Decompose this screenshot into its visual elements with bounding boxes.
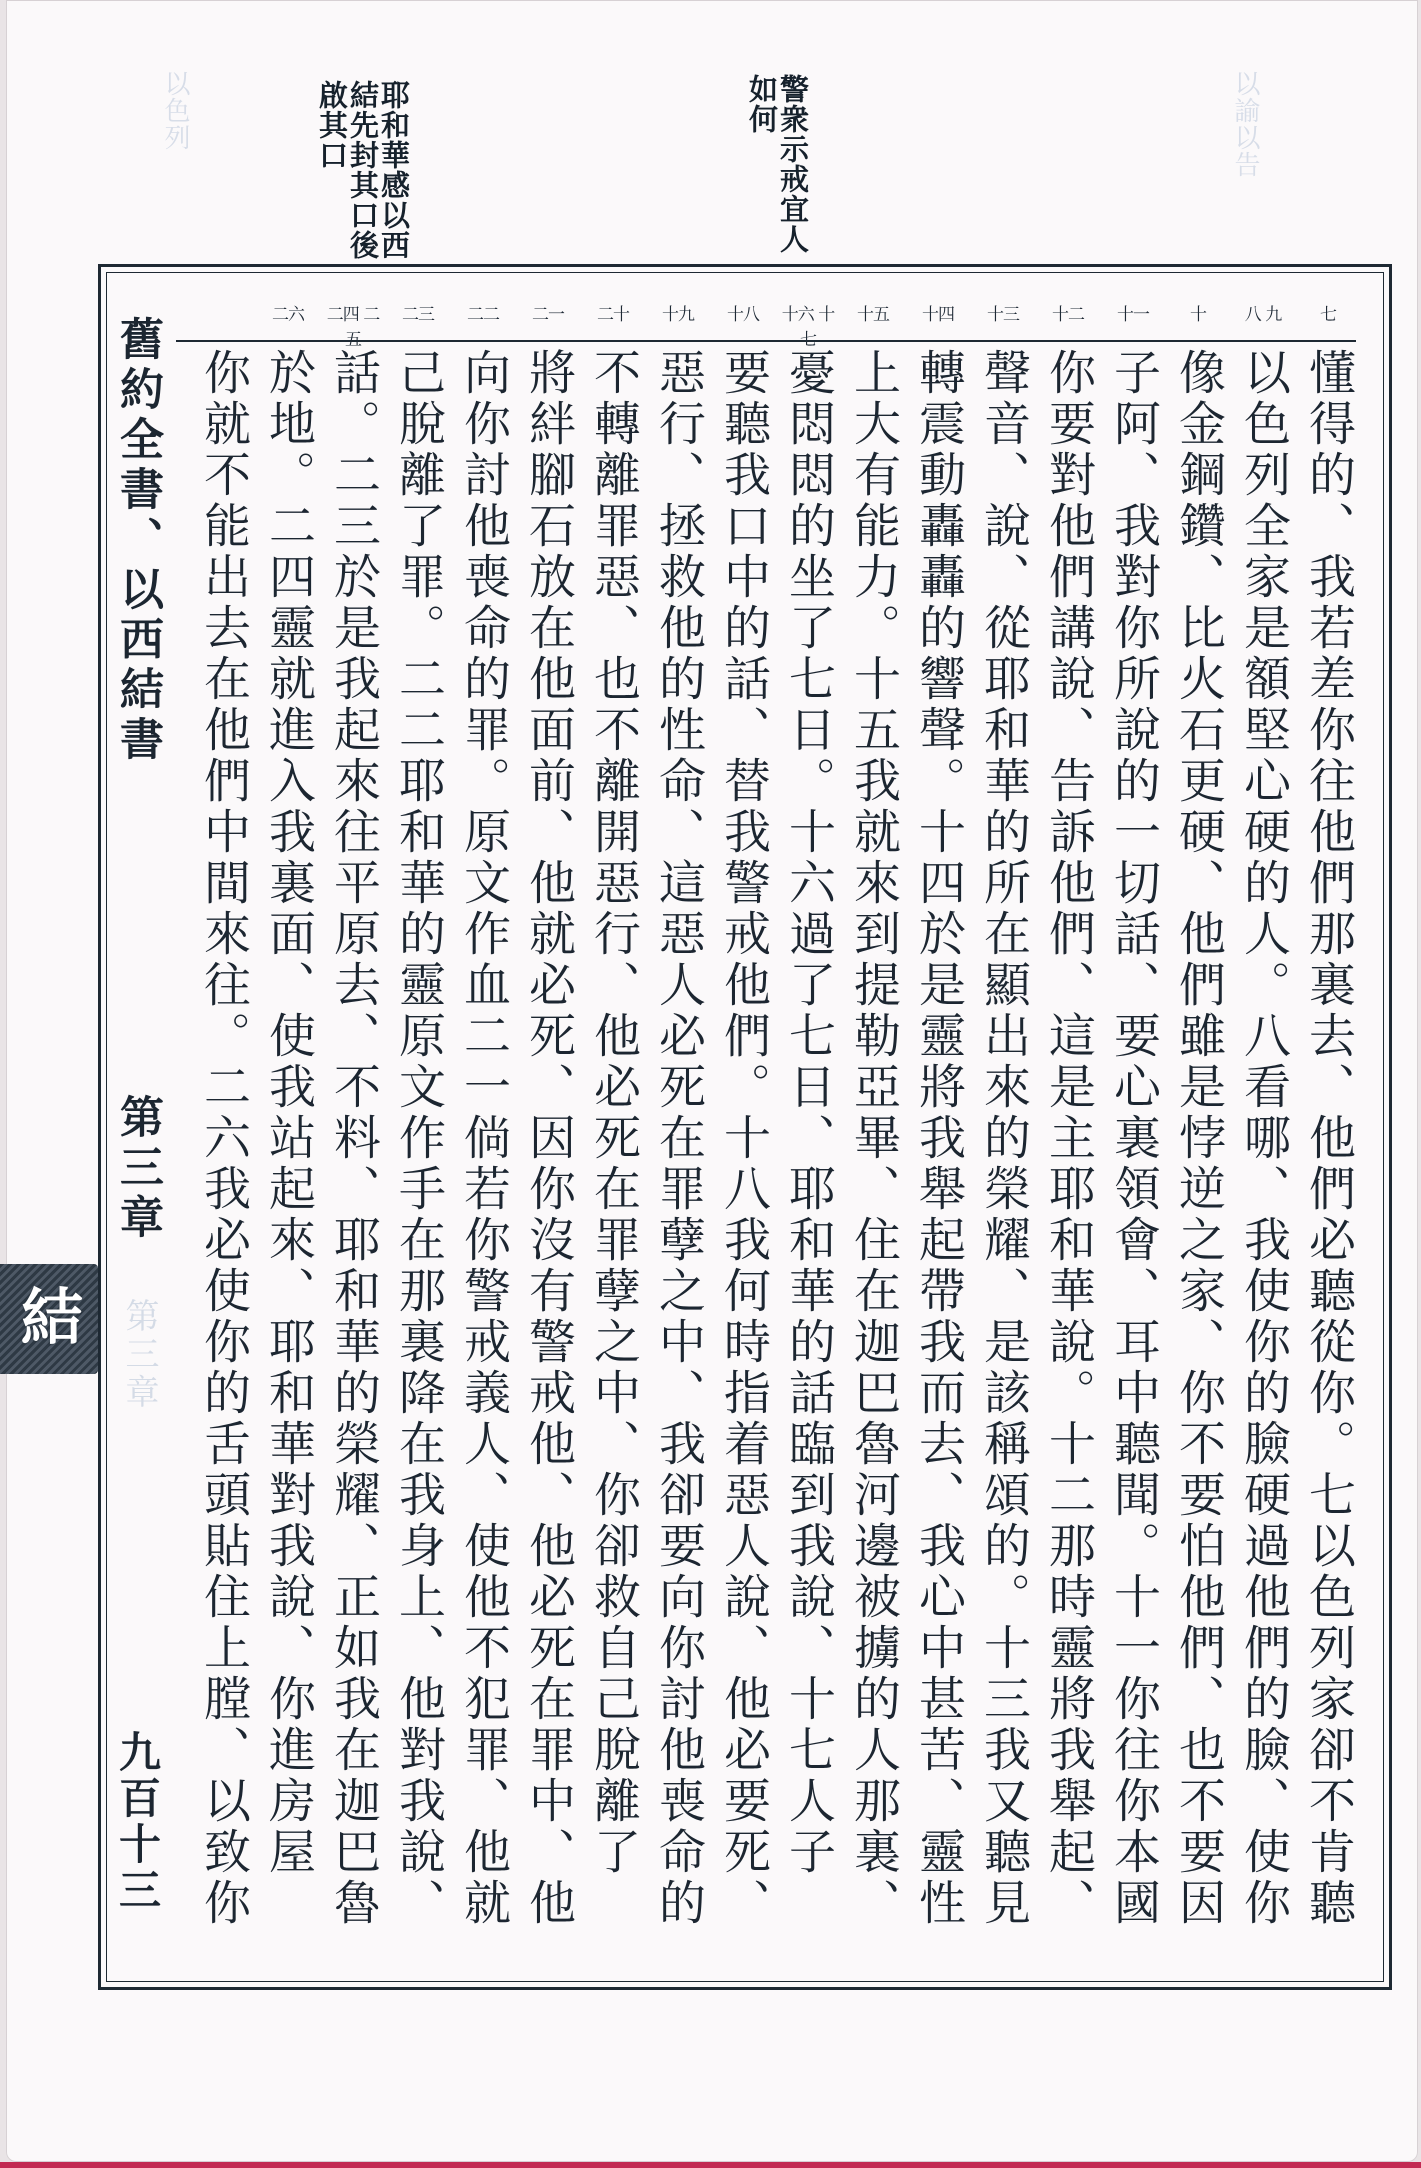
text-column: 惡行、拯救他的性命、這惡人必死在罪孽之中、我卻要向你討他喪命的 <box>650 348 706 1968</box>
text-column: 於地。二四靈就進入我裏面、使我站起來、耶和華對我說、你進房屋 <box>260 348 316 1968</box>
text-column: 話。二三於是我起來往平原去、不料、耶和華的榮耀、正如我在迦巴魯 <box>325 348 381 1968</box>
margin-note-left: 耶和華感以西結先封其口後啟其口 <box>315 80 411 260</box>
column-number: 十 <box>1190 305 1206 325</box>
column-number: 二三 <box>402 305 434 325</box>
page-edge <box>0 2162 1421 2168</box>
chapter-heading: 第三章 <box>112 1094 163 1244</box>
column-number: 十六 十七 <box>781 305 835 350</box>
column-number: 十一 <box>1117 305 1149 325</box>
column-number: 二六 <box>272 305 304 325</box>
text-column: 向你討他喪命的罪。原文作血二一倘若你警戒義人、使他不犯罪、他就 <box>455 348 511 1968</box>
column-number: 十二 <box>1052 305 1084 325</box>
text-column: 懂得的、我若差你往他們那裏去、他們必聽從你。七以色列家卻不肯聽 <box>1300 348 1356 1968</box>
column-number: 二十 <box>597 305 629 325</box>
bleed-through-text: 以諭以告 <box>1230 70 1260 178</box>
column-number: 二二 <box>467 305 499 325</box>
book-title: 舊約全書、以西結書 <box>112 316 163 766</box>
thumb-tab-label: 結 <box>20 1281 83 1354</box>
margin-note-right: 警衆示戒宜人如何 <box>745 74 810 254</box>
column-number: 八 九 <box>1244 305 1282 325</box>
column-number: 十八 <box>727 305 759 325</box>
text-column: 以色列全家是額堅心硬的人。八看哪、我使你的臉硬過他們的臉、使你 <box>1235 348 1291 1968</box>
column-number: 二一 <box>532 305 564 325</box>
column-number-row <box>176 292 1356 350</box>
main-text <box>176 348 1356 1968</box>
text-column: 像金鋼鑽、比火石更硬、他們雖是悖逆之家、你不要怕他們、也不要因 <box>1170 348 1226 1968</box>
text-column: 己脫離了罪。二二耶和華的靈原文作手在那裏降在我身上、他對我說、 <box>390 348 446 1968</box>
text-column: 憂悶悶的坐了七日。十六過了七日、耶和華的話臨到我說、十七人子 <box>780 348 836 1968</box>
text-column: 子阿、我對你所說的一切話、要心裏領會、耳中聽聞。十一你往你本國 <box>1105 348 1161 1968</box>
page-number: 九百十三 <box>113 1730 162 1914</box>
text-column: 你要對他們講說、告訴他們、這是主耶和華說。十二那時靈將我舉起、 <box>1040 348 1096 1968</box>
text-column: 將絆腳石放在他面前、他就必死、因你沒有警戒他、他必死在罪中、他 <box>520 348 576 1968</box>
column-number: 二四 二五 <box>326 305 380 350</box>
column-number: 十九 <box>662 305 694 325</box>
text-column: 要聽我口中的話、替我警戒他們。十八我何時指着惡人說、他必要死、 <box>715 348 771 1968</box>
text-column: 轉震動轟轟的響聲。十四於是靈將我舉起帶我而去、我心中甚苦、靈性 <box>910 348 966 1968</box>
column-number: 十四 <box>922 305 954 325</box>
text-column: 你就不能出去在他們中間來往。二六我必使你的舌頭貼住上膛、以致你 <box>195 348 251 1968</box>
bleed-through-text: 以色列 <box>160 70 190 151</box>
text-column: 聲音、說、從耶和華的所在顯出來的榮耀、是該稱頌的。十三我又聽見 <box>975 348 1031 1968</box>
text-column: 不轉離罪惡、也不離開惡行、他必死在罪孽之中、你卻救自己脫離了 <box>585 348 641 1968</box>
thumb-index-tab[interactable] <box>0 1264 98 1374</box>
column-number: 十三 <box>987 305 1019 325</box>
text-column: 上大有能力。十五我就來到提勒亞畢、住在迦巴魯河邊被擄的人那裏、 <box>845 348 901 1968</box>
bleed-through-text: 第三章 <box>119 1298 159 1412</box>
column-number: 七 <box>1320 305 1336 325</box>
column-number: 十五 <box>857 305 889 325</box>
